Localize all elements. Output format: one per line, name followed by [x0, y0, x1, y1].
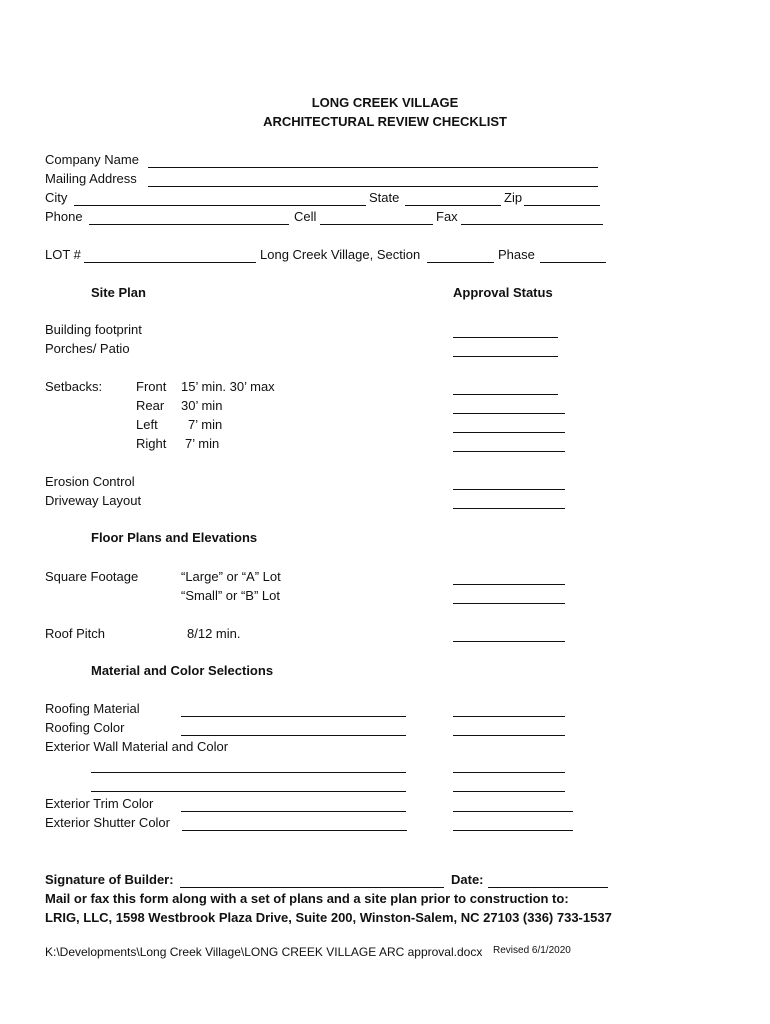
setback-left-value: 7’ min: [188, 417, 223, 432]
large-lot-approval[interactable]: [453, 584, 565, 585]
erosion-control-label: Erosion Control: [45, 474, 135, 489]
roofing-material-field[interactable]: [181, 716, 406, 717]
lot-field[interactable]: [84, 262, 256, 263]
roof-pitch-label: Roof Pitch: [45, 626, 105, 641]
setback-left-label: Left: [136, 417, 158, 432]
exterior-wall-approval-2[interactable]: [453, 791, 565, 792]
roof-pitch-value: 8/12 min.: [187, 626, 241, 641]
zip-label: Zip: [504, 190, 523, 205]
lot-label: LOT #: [45, 247, 81, 262]
state-field[interactable]: [405, 205, 501, 206]
roofing-material-label: Roofing Material: [45, 701, 140, 716]
revised-date: Revised 6/1/2020: [493, 945, 571, 956]
building-footprint-label: Building footprint: [45, 322, 142, 337]
materials-heading: Material and Color Selections: [91, 663, 274, 678]
exterior-shutter-label: Exterior Shutter Color: [45, 815, 170, 830]
phone-field[interactable]: [89, 224, 289, 225]
setback-right-label: Right: [136, 436, 167, 451]
file-path: K:\Developments\Long Creek Village\LONG CREEK VILLAGE ARC approval.docx: [45, 945, 483, 959]
mailing-address-label: Mailing Address: [45, 171, 137, 186]
phone-label: Phone: [45, 209, 83, 224]
section-label: Long Creek Village, Section: [260, 247, 421, 262]
mailing-address-field[interactable]: [148, 186, 598, 187]
exterior-wall-approval-1[interactable]: [453, 772, 565, 773]
site-plan-heading: Site Plan: [91, 285, 146, 300]
page-title: LONG CREEK VILLAGE: [311, 95, 459, 110]
fax-field[interactable]: [461, 224, 603, 225]
setback-rear-approval[interactable]: [453, 413, 565, 414]
roofing-color-label: Roofing Color: [45, 720, 125, 735]
exterior-trim-approval[interactable]: [453, 811, 573, 812]
building-footprint-approval[interactable]: [453, 337, 558, 338]
setback-front-label: Front: [136, 379, 167, 394]
mail-instruction: Mail or fax this form along with a set of plans and a site plan prior to construction to:: [45, 891, 569, 906]
roofing-color-approval[interactable]: [453, 735, 565, 736]
signature-label: Signature of Builder:: [45, 872, 174, 887]
setback-rear-label: Rear: [136, 398, 165, 413]
setback-left-approval[interactable]: [453, 432, 565, 433]
setback-right-approval[interactable]: [453, 451, 565, 452]
cell-field[interactable]: [320, 224, 433, 225]
exterior-shutter-approval[interactable]: [453, 830, 573, 831]
state-label: State: [369, 190, 400, 205]
setback-rear-value: 30’ min: [181, 398, 223, 413]
company-name-label: Company Name: [45, 152, 139, 167]
page-subtitle: ARCHITECTURAL REVIEW CHECKLIST: [263, 114, 507, 129]
exterior-wall-label: Exterior Wall Material and Color: [45, 739, 229, 754]
zip-field[interactable]: [524, 205, 600, 206]
exterior-trim-label: Exterior Trim Color: [45, 796, 154, 811]
driveway-layout-approval[interactable]: [453, 508, 565, 509]
mailing-address: LRIG, LLC, 1598 Westbrook Plaza Drive, Suite 200, Winston-Salem, NC 27103 (336) 733-1537: [45, 910, 612, 925]
section-field[interactable]: [427, 262, 494, 263]
small-lot-approval[interactable]: [453, 603, 565, 604]
setback-right-value: 7’ min: [185, 436, 220, 451]
date-label: Date:: [451, 872, 484, 887]
company-name-field[interactable]: [148, 167, 598, 168]
city-label: City: [45, 190, 68, 205]
exterior-wall-field-2[interactable]: [91, 791, 406, 792]
roof-pitch-approval[interactable]: [453, 641, 565, 642]
setback-front-approval[interactable]: [453, 394, 558, 395]
floor-plans-heading: Floor Plans and Elevations: [91, 530, 258, 545]
porches-patio-label: Porches/ Patio: [45, 341, 130, 356]
fax-label: Fax: [436, 209, 458, 224]
setback-front-value: 15’ min. 30’ max: [181, 379, 275, 394]
large-lot-label: “Large” or “A” Lot: [181, 569, 281, 584]
exterior-shutter-field[interactable]: [182, 830, 407, 831]
erosion-control-approval[interactable]: [453, 489, 565, 490]
phase-field[interactable]: [540, 262, 606, 263]
signature-field[interactable]: [180, 887, 444, 888]
exterior-trim-field[interactable]: [181, 811, 406, 812]
exterior-wall-field-1[interactable]: [91, 772, 406, 773]
roofing-material-approval[interactable]: [453, 716, 565, 717]
square-footage-label: Square Footage: [45, 569, 139, 584]
date-field[interactable]: [488, 887, 608, 888]
approval-status-heading: Approval Status: [453, 285, 553, 300]
city-field[interactable]: [74, 205, 366, 206]
setbacks-label: Setbacks:: [45, 379, 103, 394]
small-lot-label: “Small” or “B” Lot: [181, 588, 280, 603]
porches-patio-approval[interactable]: [453, 356, 558, 357]
cell-label: Cell: [294, 209, 317, 224]
driveway-layout-label: Driveway Layout: [45, 493, 142, 508]
roofing-color-field[interactable]: [181, 735, 406, 736]
phase-label: Phase: [498, 247, 535, 262]
